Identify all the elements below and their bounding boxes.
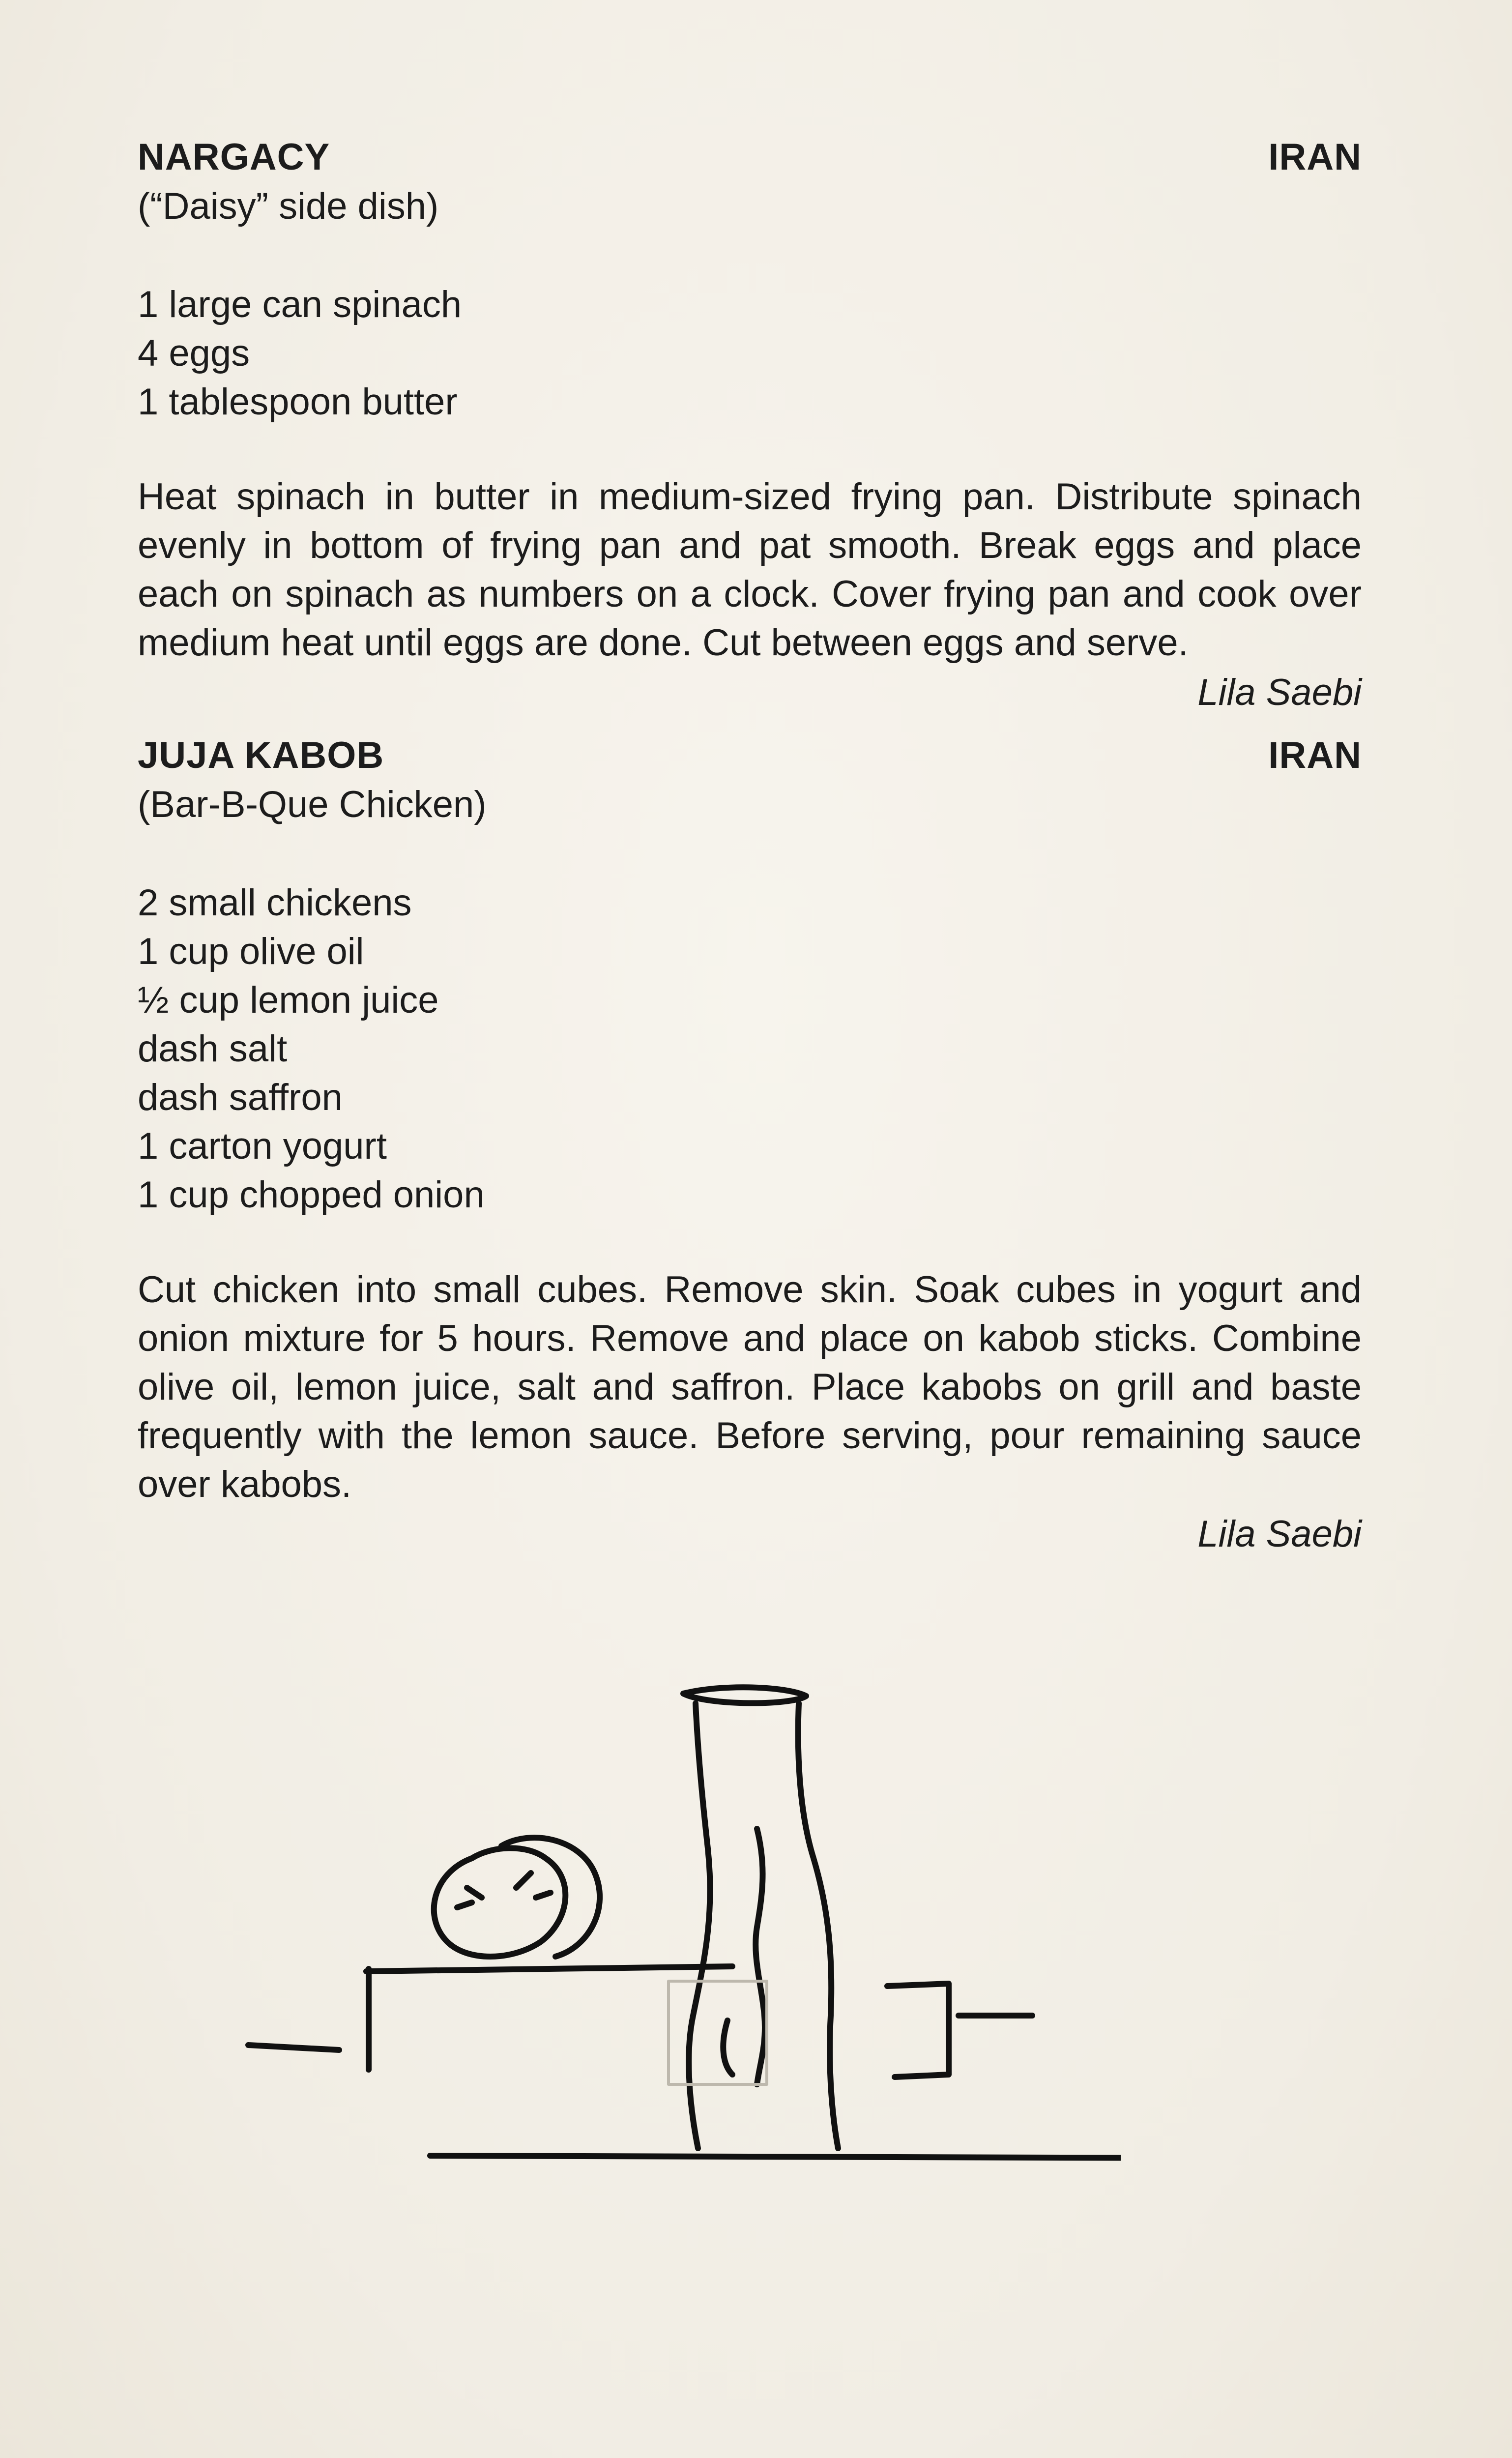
recipe-title: NARGACY — [138, 136, 330, 178]
recipe-subtitle: (Bar-B-Que Chicken) — [138, 784, 487, 825]
recipe-author: Lila Saebi — [1197, 1513, 1362, 1555]
ingredient: 1 tablespoon butter — [138, 381, 458, 423]
ingredient: 1 cup olive oil — [138, 931, 364, 972]
ingredient-list — [138, 280, 1362, 426]
round-object — [434, 1848, 566, 1957]
ingredient: 1 carton yogurt — [138, 1125, 387, 1167]
pot-detail — [723, 2020, 732, 2075]
pot-right-side — [798, 1703, 838, 2148]
ingredient: 4 eggs — [138, 332, 250, 374]
box-right — [887, 1984, 949, 2077]
ingredient: 1 large can spinach — [138, 284, 462, 325]
recipe-subtitle: (“Daisy” side dish) — [138, 185, 439, 227]
recipe-country: IRAN — [1268, 734, 1362, 776]
recipe-header — [138, 731, 1362, 780]
recipe-instructions: Cut chicken into small cubes. Remove skin. Soak cubes in yogurt and onion mixture for 5 hours. Remove and place on kabob sticks. Combine olive oil, lemon juice, salt and saffron. Place kabobs on grill and baste frequently with the lemon sauce. Before serving, pour remaining sauce over kabobs. — [138, 1269, 1362, 1505]
table-line — [430, 2156, 1121, 2158]
pot-rim — [683, 1687, 806, 1703]
ingredient: dash saffron — [138, 1077, 343, 1118]
ingredient: 2 small chickens — [138, 882, 412, 924]
recipe-instructions: Heat spinach in butter in medium-sized frying pan. Distribute spinach evenly in bottom of frying pan and pat smooth. Break eggs and place each on spinach as numbers on a clock. Cover frying pan and cook over medium heat until eggs are done. Cut between eggs and serve. — [138, 476, 1362, 664]
recipe-nargacy — [138, 133, 1362, 717]
grill-pot-sketch-icon — [236, 1642, 1121, 2207]
recipe-juja-kabob — [138, 731, 1362, 1559]
ingredient: 1 cup chopped onion — [138, 1174, 485, 1216]
ingredient: dash salt — [138, 1028, 288, 1070]
round-object-marks — [457, 1873, 551, 1907]
round-object-back — [501, 1838, 600, 1957]
handle-left — [248, 2045, 339, 2050]
recipe-title: JUJA KABOB — [138, 734, 384, 776]
ingredient: ½ cup lemon juice — [138, 979, 439, 1021]
pot-left-side — [689, 1703, 710, 2148]
page-content — [138, 133, 1362, 1559]
recipe-header — [138, 133, 1362, 182]
recipe-country: IRAN — [1268, 136, 1362, 178]
pot-inner-line — [756, 1829, 765, 2084]
bleed-through-shape — [669, 1981, 767, 2084]
ingredient-list — [138, 878, 1362, 1219]
recipe-author: Lila Saebi — [1197, 672, 1362, 713]
